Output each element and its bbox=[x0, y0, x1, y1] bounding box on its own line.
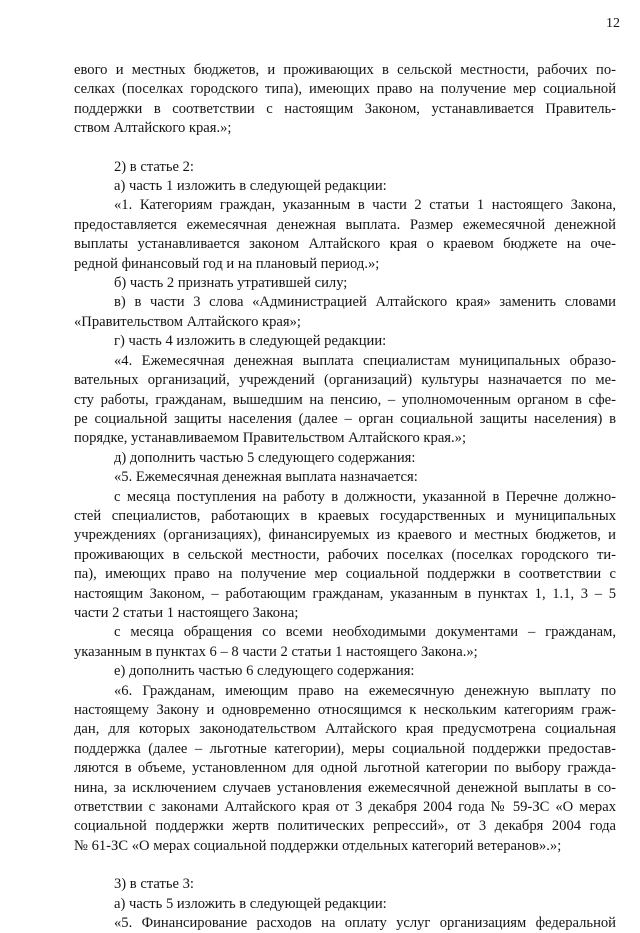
text-line: «5. Финансирование расходов на оплату услуг организациям федеральной bbox=[114, 915, 616, 932]
text-line: с месяца обращения со всеми необходимыми документами – гражданам, bbox=[114, 624, 616, 641]
text-line: поддержки в соответствии с настоящим Законом, устанавливается Правитель- bbox=[74, 100, 616, 117]
text-line: стей специалистов, работающих в краевых государственных и муниципальных bbox=[74, 507, 616, 524]
text-line: с месяца поступления на работу в должности, указанной в Перечне должно- bbox=[114, 488, 616, 505]
text-line: предоставляется ежемесячная денежная выплата. Размер ежемесячной денежной bbox=[74, 216, 616, 233]
text-line: выплаты устанавливается законом Алтайского края о краевом бюджете на оче- bbox=[74, 236, 616, 253]
text-line: ляются в объеме, установленном для одной льготной категории по выбору гражда- bbox=[74, 760, 616, 777]
text-line: поддержка (далее – льготные категории), меры социальной поддержки предостав- bbox=[74, 740, 616, 757]
text-line: г) часть 4 изложить в следующей редакции: bbox=[114, 333, 387, 350]
text-line: д) дополнить частью 5 следующего содержания: bbox=[114, 449, 416, 466]
text-line: ством Алтайского края.»; bbox=[74, 120, 232, 137]
text-line: ответствии с законами Алтайского края от 3 декабря 2004 года № 59-ЗС «О мерах bbox=[74, 799, 616, 816]
text-line: селках (поселках городского типа), имеющих право на получение мер социальной bbox=[74, 81, 616, 98]
text-line: «Правительством Алтайского края»; bbox=[74, 313, 301, 330]
document-body bbox=[74, 61, 616, 933]
text-line: части 2 статьи 1 настоящего Закона; bbox=[74, 604, 299, 621]
text-line: а) часть 5 изложить в следующей редакции: bbox=[114, 895, 387, 912]
text-line: па), имеющих право на получение мер социальной поддержки в соответствии с bbox=[74, 566, 616, 583]
text-line: нина, за исключением случаев установления ежемесячной денежной выплаты в со- bbox=[74, 779, 616, 796]
text-line: «5. Ежемесячная денежная выплата назначается: bbox=[114, 469, 418, 486]
text-line: в) в части 3 слова «Администрацией Алтайского края» заменить словами bbox=[114, 294, 616, 311]
text-line: 2) в статье 2: bbox=[114, 158, 194, 175]
page-number: 12 bbox=[606, 16, 620, 31]
text-line: дан, для которых законодательством Алтайского края предусмотрена социальная bbox=[74, 721, 616, 738]
text-line: «6. Гражданам, имеющим право на ежемесячную денежную выплату по bbox=[114, 682, 616, 699]
text-line: ре социальной защиты населения (далее – орган социальной защиты населения) в bbox=[74, 410, 616, 427]
text-line: сту работы, гражданам, вышедшим на пенсию, – уполномоченным органом в сфе- bbox=[74, 391, 616, 408]
text-line: указанным в пунктах 6 – 8 части 2 статьи 1 настоящего Закона.»; bbox=[74, 643, 478, 660]
text-line: «4. Ежемесячная денежная выплата специалистам муниципальных образо- bbox=[114, 352, 616, 369]
text-line: е) дополнить частью 6 следующего содержания: bbox=[114, 663, 415, 680]
text-line: учреждениях (организациях), финансируемых из краевого и местных бюджетов, и bbox=[74, 527, 616, 544]
paragraph-gap bbox=[74, 139, 616, 158]
text-line: «1. Категориям граждан, указанным в части 2 статьи 1 настоящего Закона, bbox=[114, 197, 616, 214]
text-line: настоящему Закону и одновременно относящимся к нескольким категориям граж- bbox=[74, 702, 616, 718]
text-line: а) часть 1 изложить в следующей редакции: bbox=[114, 178, 387, 195]
text-line: вательных организаций, учреждений (организаций) культуры назначается по ме- bbox=[74, 372, 616, 389]
text-line: 3) в статье 3: bbox=[114, 876, 194, 893]
text-line: социальной поддержки жертв политических репрессий», от 3 декабря 2004 года bbox=[74, 818, 616, 835]
text-line: проживающих в сельской местности, рабочих поселках (поселках городского ти- bbox=[74, 546, 616, 563]
text-line: настоящим Законом, – работающим гражданам, указанным в пунктах 1, 1.1, 3 – 5 bbox=[74, 585, 616, 602]
text-line: № 61-ЗС «О мерах социальной поддержки отдельных категорий ветеранов».»; bbox=[74, 837, 562, 854]
text-line: евого и местных бюджетов, и проживающих в сельской местности, рабочих по- bbox=[74, 62, 616, 78]
text-line: порядке, устанавливаемом Правительством Алтайского края.»; bbox=[74, 430, 467, 447]
paragraph-gap bbox=[74, 856, 616, 875]
text-line: б) часть 2 признать утратившей силу; bbox=[114, 275, 348, 292]
text-line: редной финансовый год и на плановый период.»; bbox=[74, 255, 380, 272]
